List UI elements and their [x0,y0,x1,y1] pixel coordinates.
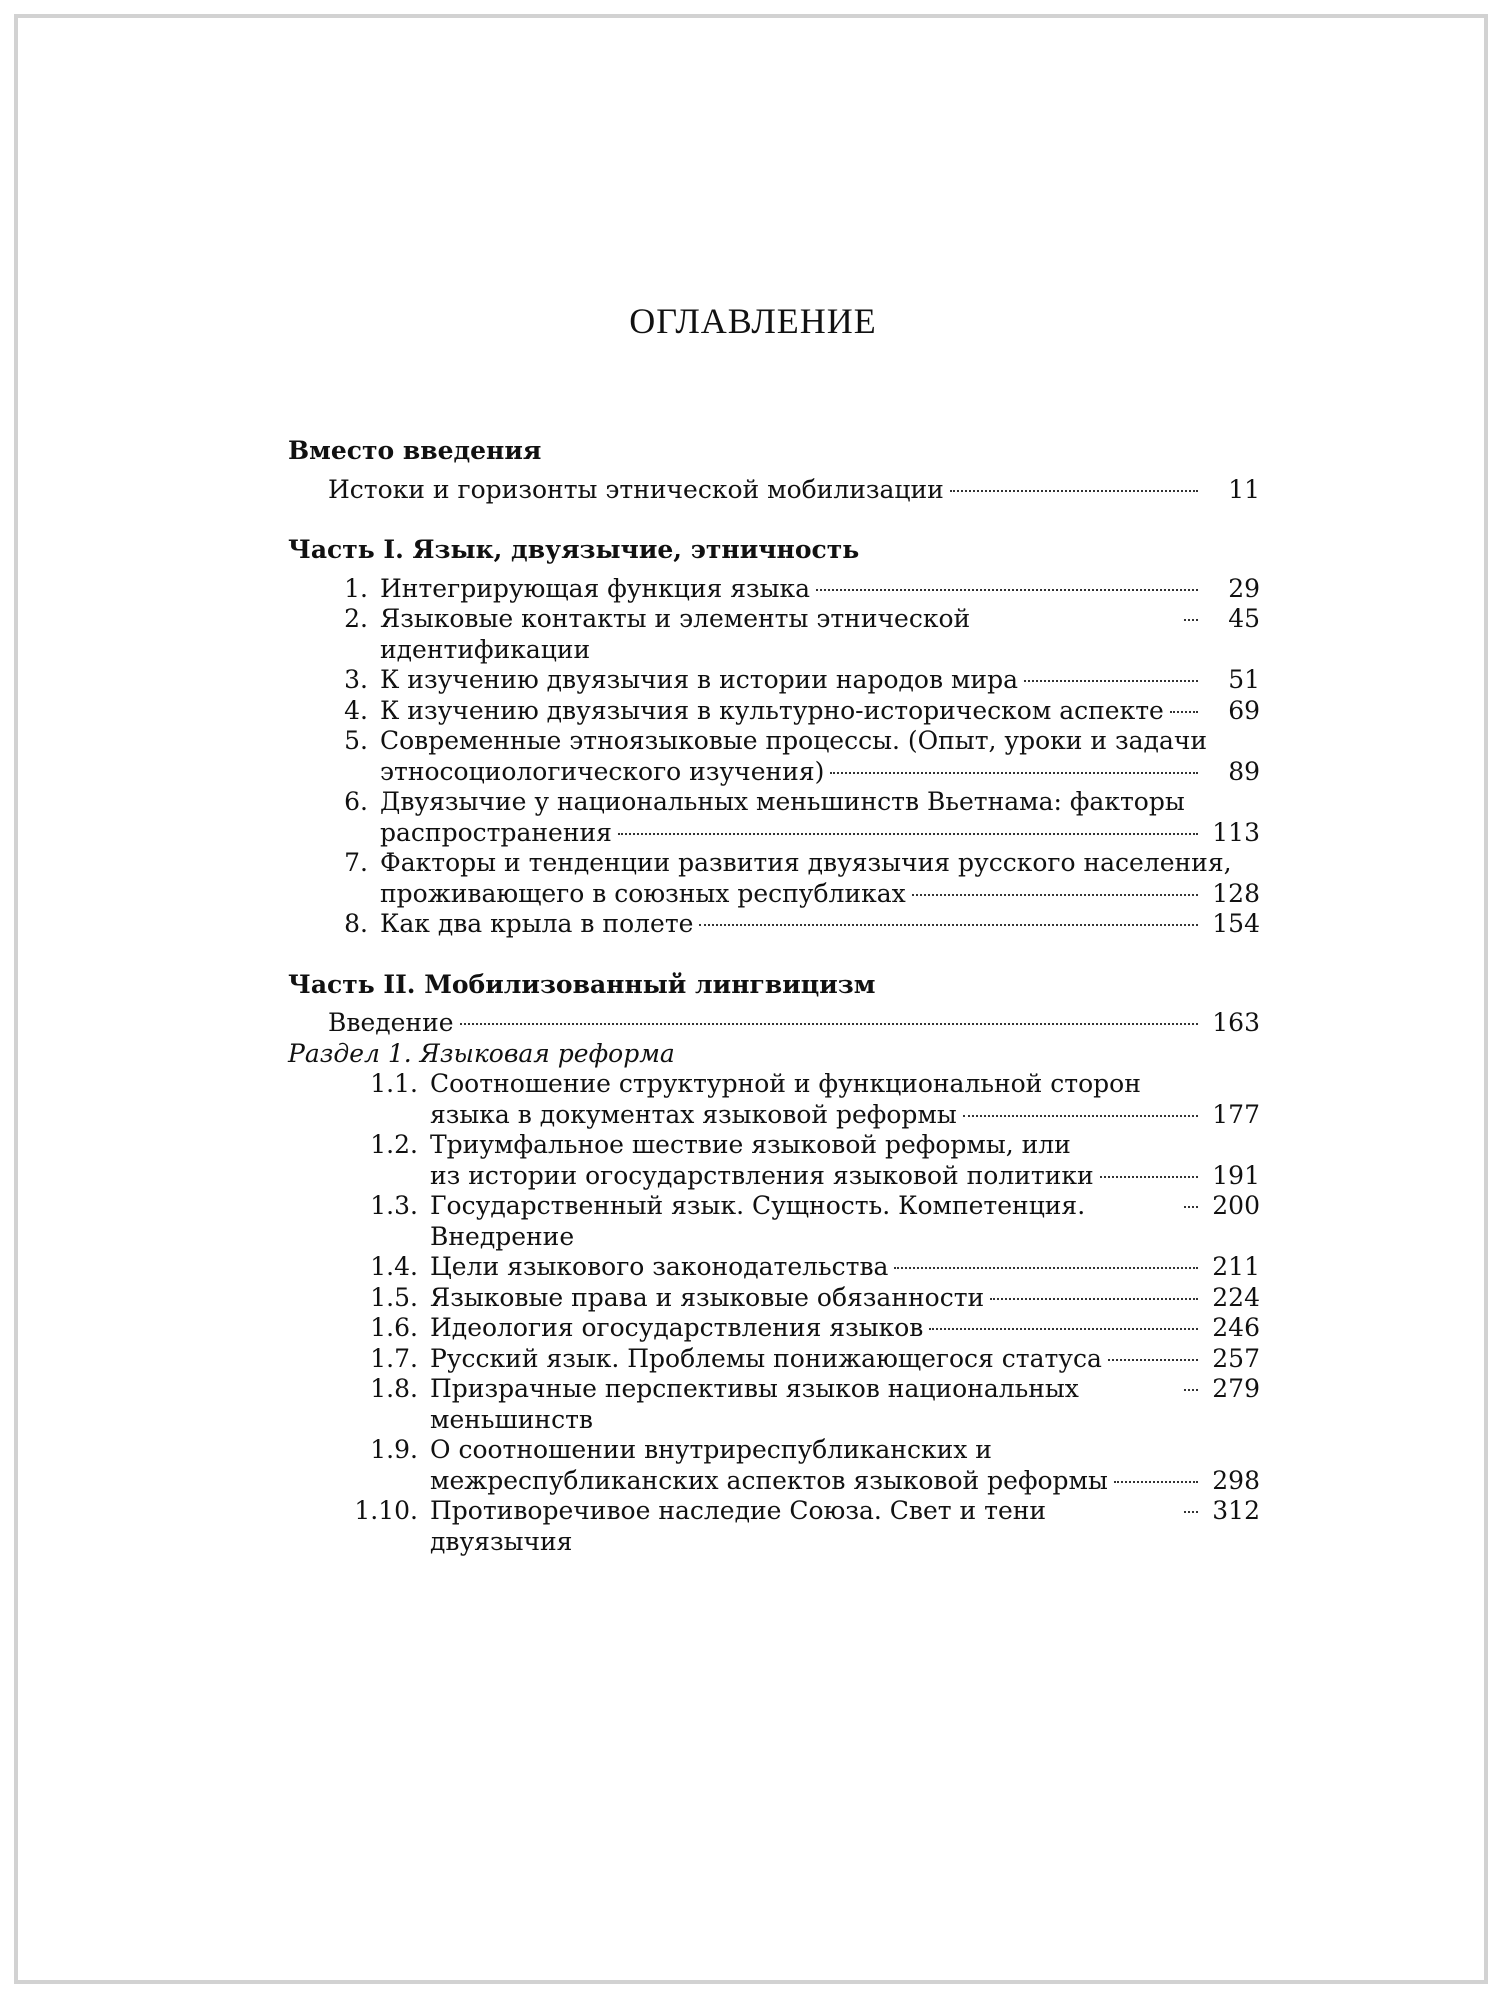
toc-entry[interactable] [288,909,1260,940]
entry-text: Русский язык. Проблемы понижающегося статуса [430,1343,1102,1373]
dot-leader [929,1328,1198,1330]
toc-entry[interactable] [288,726,1260,787]
entry-page: 246 [1212,1313,1260,1342]
toc-entry[interactable] [288,604,1260,665]
dot-leader [1100,1176,1198,1178]
dot-leader [912,894,1198,896]
entry-page: 200 [1212,1191,1260,1220]
dot-leader [894,1267,1198,1269]
entry-text: проживающего в союзных республиках [380,878,906,908]
entry-number: 1. [344,573,368,603]
dot-leader [1108,1359,1198,1361]
toc-entry[interactable] [288,574,1260,605]
entry-text: Языковые права и языковые обязанности [430,1282,985,1312]
entry-text: распространения [380,817,612,847]
entry-text: Государственный язык. Сущность. Компетенция. Внедрение [430,1191,1086,1251]
part2-heading: Часть II. Мобилизованный лингвицизм [288,969,876,999]
toc-entry[interactable] [288,1069,1260,1130]
dot-leader [816,589,1198,591]
toc-entry[interactable] [288,1191,1260,1252]
dot-leader [830,772,1198,774]
part1-heading: Часть I. Язык, двуязычие, этничность [288,535,860,564]
entry-page: 128 [1212,878,1260,908]
entry-number: 8. [344,909,368,938]
dot-leader [950,490,1198,492]
entry-page: 51 [1228,665,1260,694]
entry-number: 7. [344,848,368,877]
dot-leader [963,1115,1198,1117]
toc-entry[interactable] [288,787,1260,848]
dot-leader [990,1298,1198,1300]
entry-page: 191 [1212,1160,1260,1190]
entry-number: 3. [344,665,368,694]
entry-number: 5. [344,726,368,755]
entry-text: этносоциологического изучения) [380,756,825,786]
section-heading: Раздел 1. Языковая реформа [288,1038,675,1068]
entry-page: 298 [1212,1465,1260,1495]
entry-number: 2. [344,604,368,633]
entry-page: 177 [1212,1099,1260,1129]
toc-entry[interactable] [288,696,1260,727]
toc-entry[interactable] [288,1008,1260,1039]
entry-text: К изучению двуязычия в культурно-историческом аспекте [380,695,1164,725]
entry-number: 1.8. [370,1374,418,1403]
intro-heading: Вместо введения [288,436,542,465]
entry-number: 1.2. [370,1130,418,1159]
entry-number: 1.5. [370,1282,418,1312]
toc-entry[interactable] [288,848,1260,909]
entry-page: 312 [1212,1496,1260,1525]
dot-leader [1024,680,1198,682]
entry-number: 1.9. [370,1435,418,1464]
entry-number: 1.1. [370,1069,418,1098]
entry-page: 257 [1212,1343,1260,1373]
toc-entry[interactable] [288,475,1260,506]
dot-leader [699,924,1198,926]
table-of-contents [288,436,1260,1557]
entry-text: Цели языкового законодательства [430,1252,889,1281]
entry-number: 1.3. [370,1191,418,1220]
entry-text-line1: О соотношении внутриреспубликанских и [430,1435,992,1464]
entry-text: К изучению двуязычия в истории народов мира [380,665,1019,694]
entry-page: 113 [1212,817,1260,847]
entry-number: 1.6. [370,1313,418,1342]
dot-leader [1184,1206,1198,1208]
dot-leader [460,1023,1198,1025]
entry-text: Призрачные перспективы языков национальных меньшинств [430,1374,1079,1434]
entry-page: 279 [1212,1374,1260,1403]
entry-number: 6. [344,787,368,816]
entry-text: Как два крыла в полете [380,909,694,938]
entry-text: из истории огосударствления языковой политики [430,1160,1094,1190]
entry-number: 1.7. [370,1343,418,1373]
entry-text: межреспубликанских аспектов языковой реформы [430,1465,1108,1495]
entry-text-line1: Современные этноязыковые процессы. (Опыт, уроки и задачи [380,726,1208,755]
dot-leader [1184,1389,1198,1391]
entry-number: 4. [344,695,368,725]
dot-leader [1114,1481,1198,1483]
entry-page: 45 [1228,604,1260,633]
entry-number: 1.10. [354,1496,418,1525]
entry-text-line1: Факторы и тенденции развития двуязычия русского населения, [380,848,1232,877]
toc-entry[interactable] [288,1283,1260,1314]
toc-entry[interactable] [288,1435,1260,1496]
dot-leader [1184,619,1198,621]
page-title: ОГЛАВЛЕНИЕ [629,301,877,341]
entry-text: Интегрирующая функция языка [380,573,811,603]
entry-page: 211 [1212,1252,1260,1281]
entry-text: Языковые контакты и элементы этнической идентификации [380,604,971,664]
entry-text: Идеология огосударствления языков [430,1313,924,1342]
entry-page: 89 [1228,756,1260,786]
toc-entry[interactable] [288,665,1260,696]
toc-entry[interactable] [288,1130,1260,1191]
entry-text-line1: Триумфальное шествие языковой реформы, или [430,1130,1071,1159]
entry-page: 163 [1212,1008,1260,1037]
entry-number: 1.4. [370,1252,418,1281]
entry-page: 224 [1212,1282,1260,1312]
entry-text: Истоки и горизонты этнической мобилизации [328,474,944,504]
toc-entry[interactable] [288,1374,1260,1435]
entry-text: Противоречивое наследие Союза. Свет и тени двуязычия [430,1496,1047,1556]
dot-leader [618,833,1198,835]
entry-page: 69 [1228,695,1260,725]
entry-page: 11 [1228,474,1260,504]
entry-page: 29 [1228,573,1260,603]
entry-text-line1: Соотношение структурной и функциональной сторон [430,1069,1141,1098]
dot-leader [1184,1511,1198,1513]
toc-entry[interactable] [288,1496,1260,1557]
toc-entry[interactable] [288,1313,1260,1344]
toc-entry[interactable] [288,1344,1260,1375]
entry-text: Введение [328,1008,454,1037]
entry-text-line1: Двуязычие у национальных меньшинств Вьетнама: факторы [380,787,1185,816]
dot-leader [1170,711,1198,713]
toc-entry[interactable] [288,1252,1260,1283]
entry-page: 154 [1212,909,1260,938]
entry-text: языка в документах языковой реформы [430,1099,957,1129]
